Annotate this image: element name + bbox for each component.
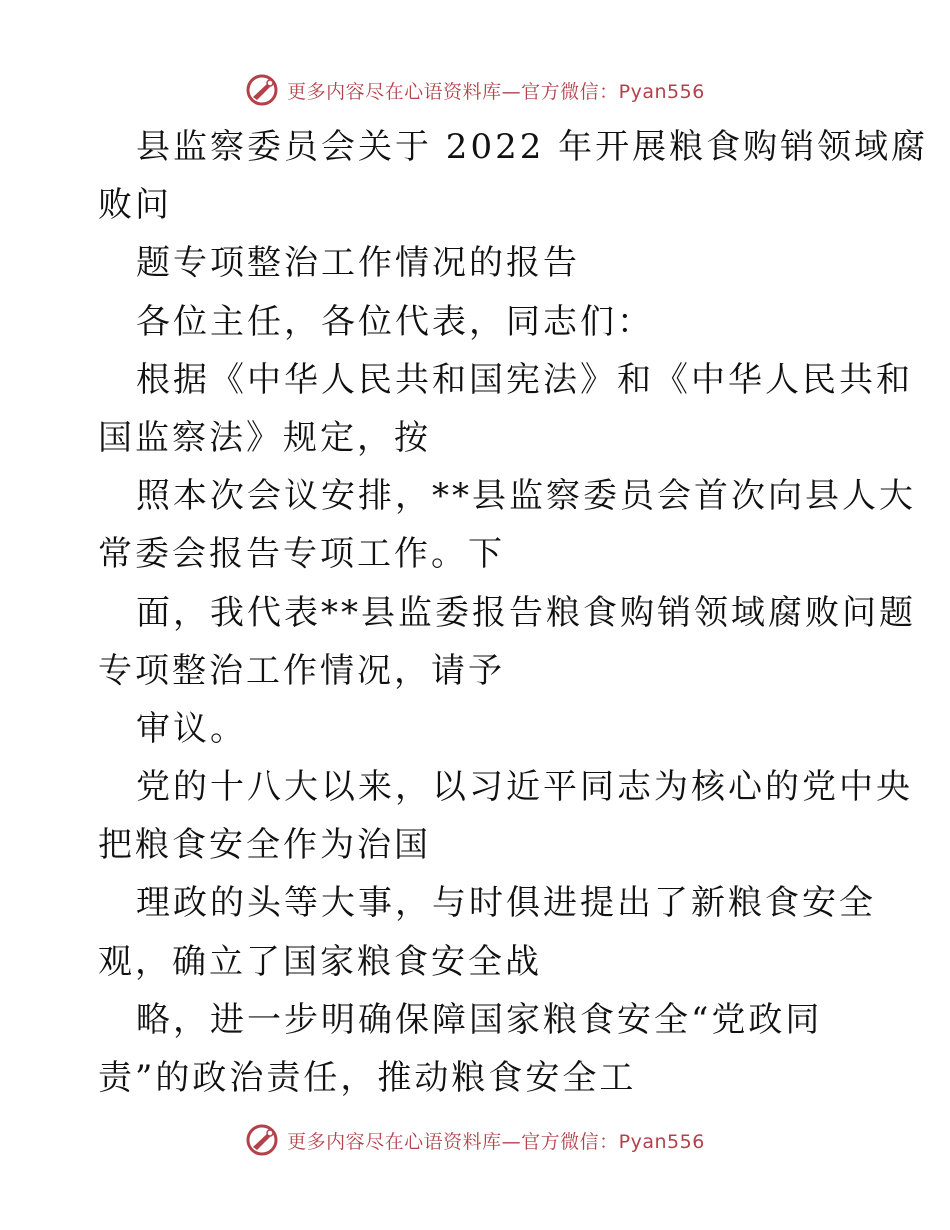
footer-banner [0,1122,950,1158]
title-line-1: 县监察委员会关于 2022 年开展粮食购销领域腐 [136,127,929,167]
paragraph-line: 常委会报告专项工作。下 [98,534,505,575]
paragraph-line: 审议。 [136,708,247,749]
title-line-2: 败问 [98,185,172,226]
paragraph-line: 专项整治工作情况，请予 [98,650,505,691]
paragraph-line: 照本次会议安排，**县监察委员会首次向县人大 [136,476,916,517]
paragraph-line: 把粮食安全作为治国 [98,825,431,866]
brand-logo-icon [245,1123,279,1157]
paragraph-line: 根据《中华人民共和国宪法》和《中华人民共和 [136,359,913,400]
paragraph-line: 面，我代表**县监委报告粮食购销领域腐败问题 [136,592,916,633]
header-banner [0,72,950,108]
paragraph-line: 国监察法》规定，按 [98,417,431,458]
salutation: 各位主任，各位代表，同志们： [136,301,654,342]
paragraph-line: 观，确立了国家粮食安全战 [98,941,542,982]
title-line-3: 题专项整治工作情况的报告 [136,243,580,284]
brand-logo-icon [245,73,279,107]
paragraph-line: 责”的政治责任，推动粮食安全工 [98,1058,637,1098]
paragraph-line: 党的十八大以来，以习近平同志为核心的党中央 [136,767,913,808]
paragraph-line: 略，进一步明确保障国家粮食安全“党政同 [136,999,823,1040]
footer-banner-text: 更多内容尽在心语资料库—官方微信：Pyan556 [287,1130,705,1153]
paragraph-line: 理政的头等大事，与时俱进提出了新粮食安全 [136,883,876,924]
header-banner-text: 更多内容尽在心语资料库—官方微信：Pyan556 [287,80,705,103]
document-body [98,118,929,1107]
